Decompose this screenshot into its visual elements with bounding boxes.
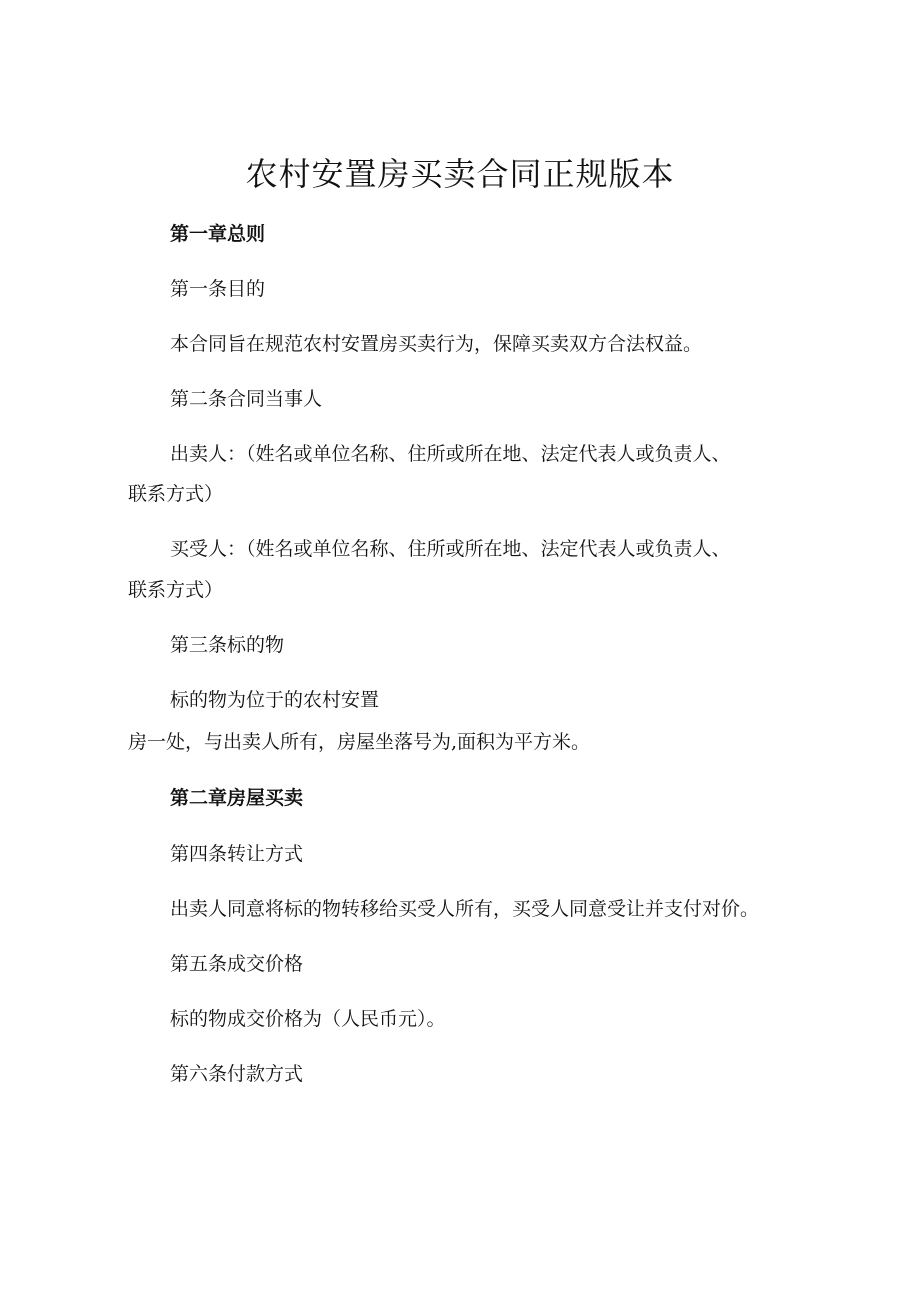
article-2-title: 第二条合同当事人 bbox=[170, 388, 323, 410]
buyer-line-2: 联系方式） bbox=[128, 579, 224, 601]
article-4-title: 第四条转让方式 bbox=[170, 843, 304, 865]
article-3-line-1: 标的物为位于的农村安置 bbox=[170, 689, 380, 711]
article-5-title: 第五条成交价格 bbox=[170, 953, 304, 975]
article-6-title: 第六条付款方式 bbox=[170, 1063, 304, 1085]
document-title: 农村安置房买卖合同正规版本 bbox=[245, 155, 675, 193]
chapter-2-heading: 第二章房屋买卖 bbox=[170, 787, 304, 809]
buyer-line-1: 买受人：（姓名或单位名称、住所或所在地、法定代表人或负责人、 bbox=[170, 538, 731, 560]
chapter-1-heading: 第一章总则 bbox=[170, 223, 266, 245]
article-3-line-2: 房一处，与出卖人所有，房屋坐落号为,面积为平方米。 bbox=[128, 731, 591, 753]
seller-line-1: 出卖人：（姓名或单位名称、住所或所在地、法定代表人或负责人、 bbox=[170, 443, 731, 465]
article-1-text: 本合同旨在规范农村安置房买卖行为，保障买卖双方合法权益。 bbox=[170, 333, 703, 355]
article-3-title: 第三条标的物 bbox=[170, 634, 285, 656]
article-4-text: 出卖人同意将标的物转移给买受人所有，买受人同意受让并支付对价。 bbox=[170, 898, 760, 920]
article-1-title: 第一条目的 bbox=[170, 278, 266, 300]
article-5-text: 标的物成交价格为（人民币元）。 bbox=[170, 1008, 446, 1030]
seller-line-2: 联系方式） bbox=[128, 483, 224, 505]
